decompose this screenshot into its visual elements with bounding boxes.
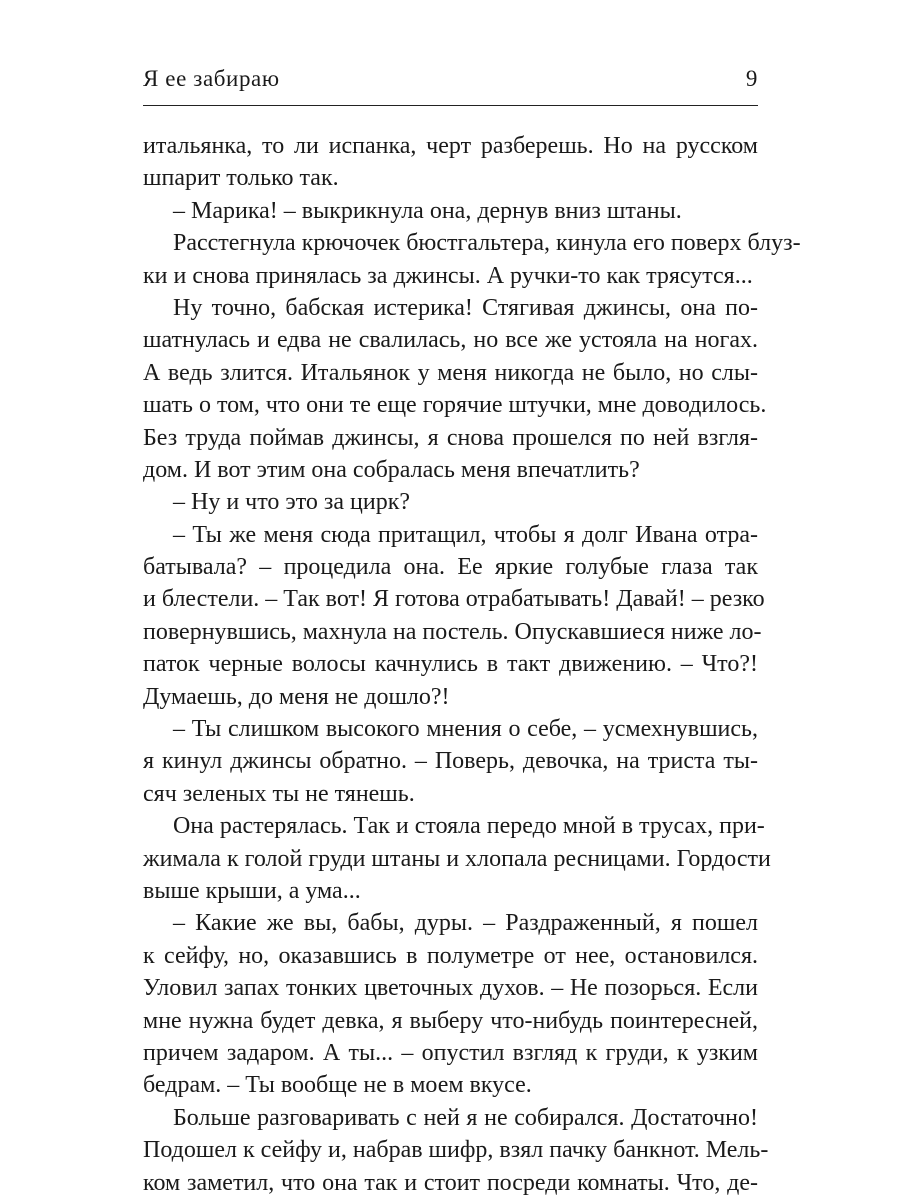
text-line: жимала к голой груди штаны и хлопала ресницами. Гордости [143, 845, 771, 872]
text-line: Думаешь, до меня не дошло?! [143, 683, 450, 710]
text-line: шатнулась и едва не свалилась, но все же устояла на ногах. [143, 327, 758, 354]
text-line: итальянка, то ли испанка, черт разберешь. Но на русском [143, 133, 758, 159]
text-line: ком заметил, что она так и стоит посреди комнаты. Что, де- [143, 1169, 758, 1196]
running-title: Я ее забираю [143, 66, 280, 91]
text-line: Расстегнула крючочек бюстгальтера, кинула его поверх блуз- [173, 230, 801, 257]
text-line: – Ты же меня сюда притащил, чтобы я долг Ивана отра- [173, 521, 758, 548]
text-line: и блестели. – Так вот! Я готова отрабатывать! Давай! – резко [143, 586, 765, 613]
text-line: Ну точно, бабская истерика! Стягивая джинсы, она по- [173, 294, 758, 321]
text-line: мне нужна будет девка, я выберу что-нибудь поинтересней, [143, 1007, 758, 1034]
text-line: паток черные волосы качнулись в такт движению. – Что?! [143, 651, 758, 678]
page-number: 9 [745, 66, 758, 91]
text-line: я кинул джинсы обратно. – Поверь, девочка, на триста ты- [143, 748, 758, 775]
text-line: – Какие же вы, бабы, дуры. – Раздраженный, я пошел [173, 910, 758, 937]
text-line: выше крыши, а ума... [143, 877, 361, 904]
text-line: А ведь злится. Итальянок у меня никогда не было, но слы- [143, 359, 758, 386]
text-line: Подошел к сейфу и, набрав шифр, взял пачку банкнот. Мель- [143, 1137, 769, 1164]
text-line: Она растерялась. Так и стояла передо мной в трусах, при- [173, 813, 765, 840]
text-line: Больше разговаривать с ней я не собирался. Достаточно! [173, 1104, 758, 1131]
text-line: причем задаром. А ты... – опустил взгляд к груди, к узким [143, 1039, 758, 1066]
text-line: батывала? – процедила она. Ее яркие голубые глаза так [143, 554, 758, 581]
text-line: повернувшись, махнула на постель. Опускавшиеся ниже ло- [143, 618, 762, 645]
text-line: – Марика! – выкрикнула она, дернув вниз штаны. [173, 197, 682, 224]
text-line: – Ну и что это за цирк? [173, 489, 411, 516]
header-rule [143, 105, 758, 106]
body-text [143, 130, 801, 1199]
text-line: бедрам. – Ты вообще не в моем вкусе. [143, 1072, 532, 1099]
text-line: шпарит только так. [143, 165, 339, 192]
text-line: шать о том, что они те еще горячие штучки, мне доводилось. [143, 392, 767, 419]
text-line: ки и снова принялась за джинсы. А ручки-то как трясутся... [143, 262, 753, 289]
text-line: – Ты слишком высокого мнения о себе, – усмехнувшись, [173, 716, 758, 743]
text-line: дом. И вот этим она собралась меня впечатлить? [143, 456, 640, 483]
running-head [143, 66, 758, 100]
text-line: сяч зеленых ты не тянешь. [143, 780, 415, 807]
text-line: к сейфу, но, оказавшись в полуметре от нее, остановился. [143, 942, 758, 969]
text-line: Без труда поймав джинсы, я снова прошелся по ней взгля- [143, 424, 758, 451]
text-line: Уловил запах тонких цветочных духов. – Не позорься. Если [143, 975, 758, 1002]
